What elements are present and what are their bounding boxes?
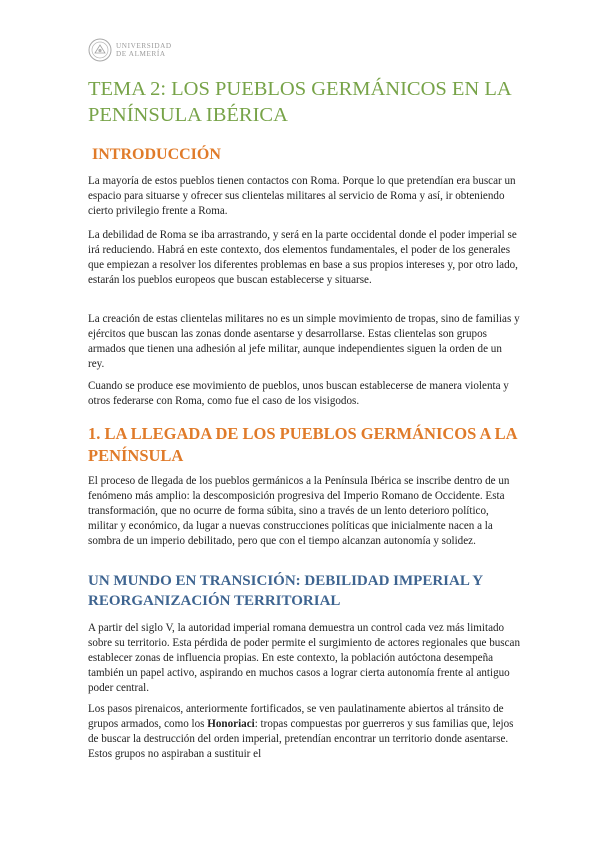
paragraph-text-before: Los pasos pirenaicos, anteriormente fortificados, se ven paulatinamente abiertos al tránsito de grupos armados, como los [88, 703, 504, 730]
document-title: TEMA 2: LOS PUEBLOS GERMÁNICOS EN LA PENÍNSULA IBÉRICA [88, 78, 511, 126]
university-seal-icon [88, 38, 112, 62]
university-logo [88, 37, 178, 63]
intro-heading: INTRODUCCIÓN [92, 146, 221, 163]
logo-text-line2: DE ALMERÍA [116, 50, 166, 58]
subsection-heading: UN MUNDO EN TRANSICIÓN: DEBILIDAD IMPERIAL Y REORGANIZACIÓN TERRITORIAL [88, 573, 483, 609]
section1-paragraph: El proceso de llegada de los pueblos germánicos a la Península Ibérica se inscribe dentro de un fenómeno más amplio: la descomposición progresiva del Imperio Romano de Occidente. Esta transformación, que no ocurre de forma súbita, sino a través de un lento deterioro político, militar y económico, da lugar a nuevas construcciones políticas que inicialmente nacen a la sombra de un imperio debilitado, pero que con el tiempo alcanzan autonomía y solidez. [88, 475, 510, 547]
paragraph-text-after: : tropas compuestas por guerreros y sus familias que, lejos de buscar la destrucción del orden imperial, pretendían encontrar un territorio donde asentarse. Estos grupos no aspiraban a sustituir el [88, 718, 514, 760]
intro-paragraph-2: La debilidad de Roma se iba arrastrando, y será en la parte occidental donde el poder imperial se irá reduciendo. Habrá en este contexto, dos elementos fundamentales, el poder de los generales que empiezan a resolver los diferentes problemas en base a sus propios intereses y, por otro lado, estarán los pueblos europeos que buscan establecerse y situarse. [88, 229, 518, 286]
logo-text [116, 42, 172, 58]
intro-paragraph-3: La creación de estas clientelas militares no es un simple movimiento de tropas, sino de familias y ejércitos que buscan las zonas donde asentarse y desarrollarse. Estas clientelas son grupos armados que tienen una adhesión al jefe militar, aunque independientes siguen la orden de un rey. [88, 313, 520, 370]
honoriaci-term: Honoriaci [207, 718, 255, 730]
subsection-paragraph-2 [88, 702, 520, 762]
intro-paragraph-1: La mayoría de estos pueblos tienen contactos con Roma. Porque lo que pretendían era buscar un espacio para situarse y ofrecer sus clientelas militares al servicio de Roma y así, ir obteniendo cierto privilegio frente a Roma. [88, 175, 516, 217]
section1-heading: 1. LA LLEGADA DE LOS PUEBLOS GERMÁNICOS A LA PENÍNSULA [88, 424, 517, 465]
intro-paragraph-4: Cuando se produce ese movimiento de pueblos, unos buscan establecerse de manera violenta y otros federarse con Roma, como fue el caso de los visigodos. [88, 380, 509, 407]
logo-text-line1: UNIVERSIDAD [116, 42, 172, 50]
subsection-paragraph-1: A partir del siglo V, la autoridad imperial romana demuestra un control cada vez más limitado sobre su territorio. Esta pérdida de poder permite el surgimiento de actores regionales que buscan establecer zonas de influencia propias. En este contexto, la población autóctona desempeña también un papel activo, aspirando en muchos casos a lograr cierta autonomía frente al antiguo poder central. [88, 622, 521, 694]
